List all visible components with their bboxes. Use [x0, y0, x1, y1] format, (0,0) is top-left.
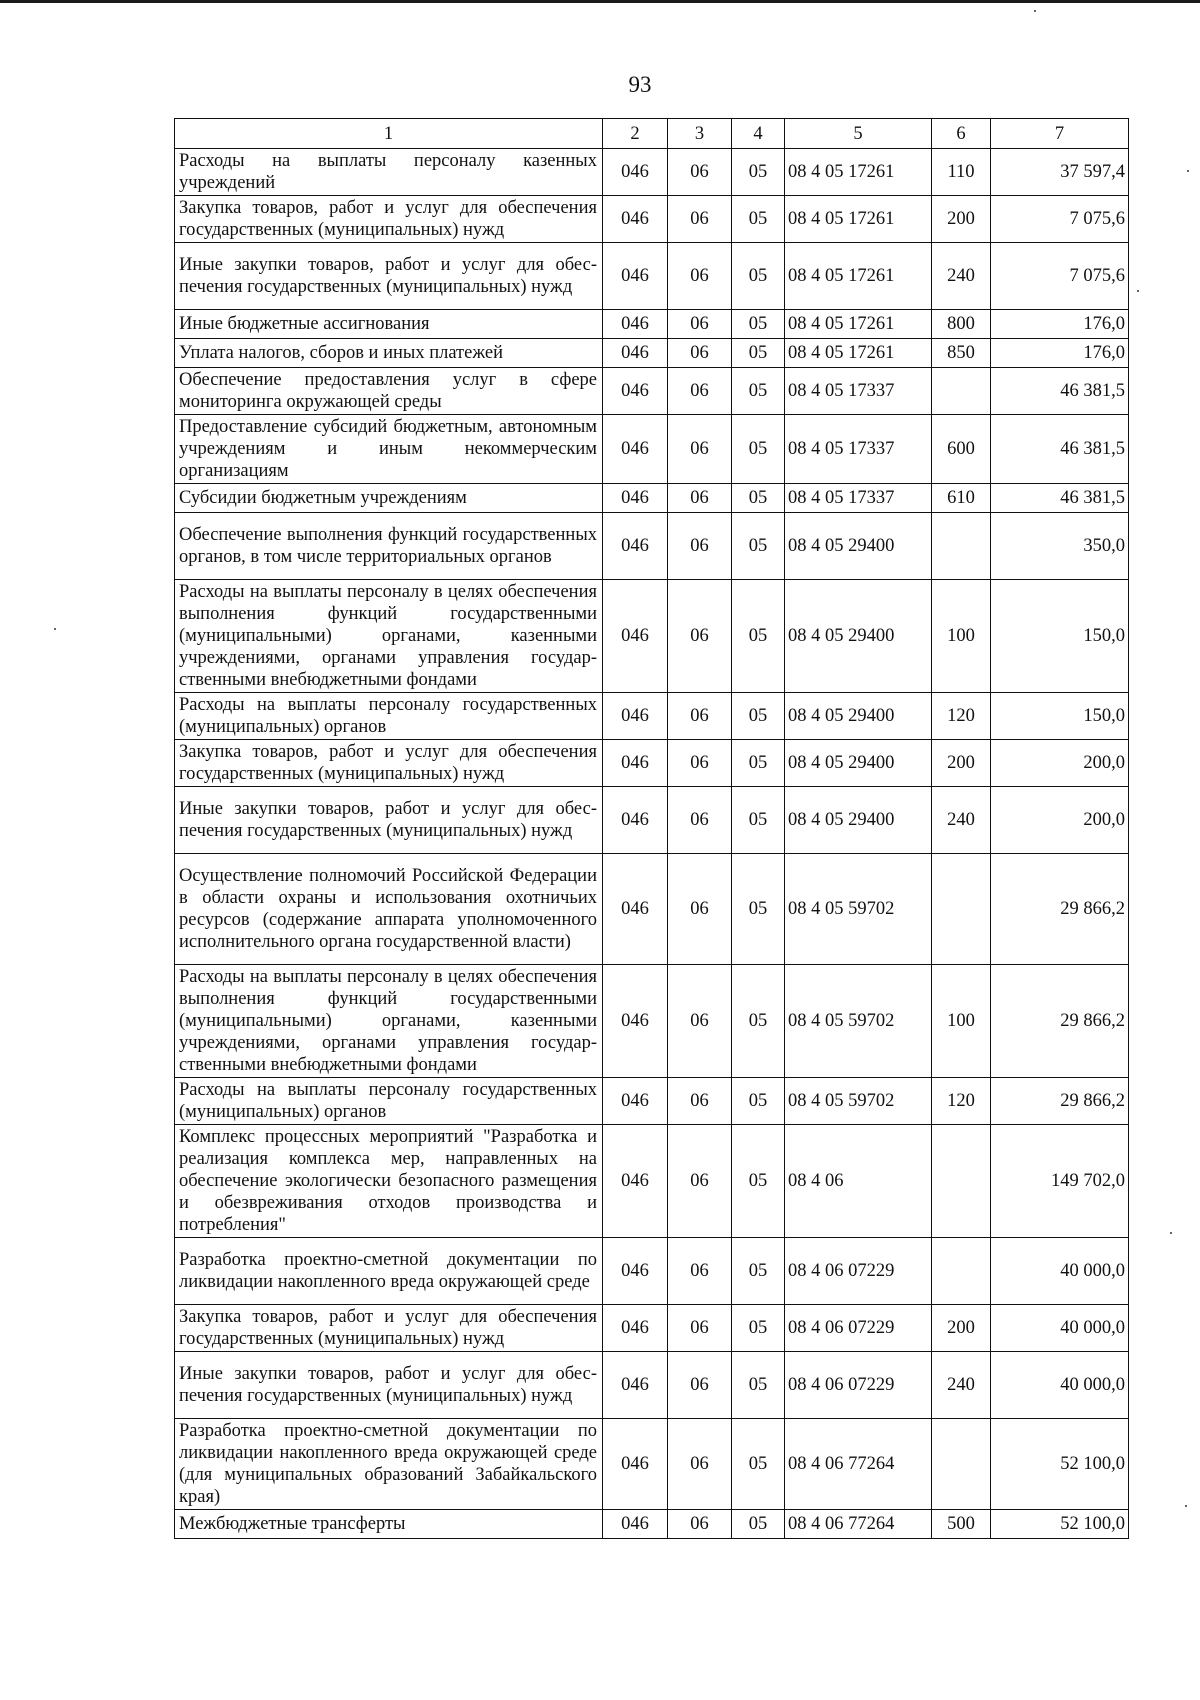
target-code-cell: 08 4 05 59702	[785, 965, 932, 1078]
amount-cell: 200,0	[991, 740, 1129, 787]
amount-cell: 46 381,5	[991, 368, 1129, 415]
column-header: 3	[668, 119, 732, 149]
item-name-cell: Субсидии бюджетным учреждениям	[175, 484, 603, 513]
target-code-cell: 08 4 05 59702	[785, 854, 932, 965]
subsection-cell: 05	[732, 965, 785, 1078]
expense-type-cell: 200	[932, 740, 991, 787]
subsection-cell: 05	[732, 149, 785, 196]
table-row	[175, 484, 1129, 513]
admin-code-cell: 046	[603, 1238, 668, 1305]
expense-type-cell: 120	[932, 693, 991, 740]
target-code-cell: 08 4 06 07229	[785, 1238, 932, 1305]
subsection-cell: 05	[732, 513, 785, 580]
table-row	[175, 740, 1129, 787]
item-name-cell: Расходы на выплаты персоналу в целях обеспечения выполнения функций государственными (муниципальными) органами, казенными учреждениями, органами управления государственными внебюджетными фондами	[175, 580, 603, 693]
section-cell: 06	[668, 484, 732, 513]
item-name-cell: Расходы на выплаты персоналу казенных учреждений	[175, 149, 603, 196]
section-cell: 06	[668, 1510, 732, 1539]
amount-cell: 350,0	[991, 513, 1129, 580]
budget-table	[174, 118, 1129, 1539]
table-row	[175, 854, 1129, 965]
item-name-cell: Расходы на выплаты персоналу государственных (муниципальных) органов	[175, 1078, 603, 1125]
admin-code-cell: 046	[603, 740, 668, 787]
table-row	[175, 1078, 1129, 1125]
admin-code-cell: 046	[603, 580, 668, 693]
amount-cell: 40 000,0	[991, 1305, 1129, 1352]
item-name-cell: Закупка товаров, работ и услуг для обеспечения государственных (муниципальных) нужд	[175, 740, 603, 787]
subsection-cell: 05	[732, 1419, 785, 1510]
subsection-cell: 05	[732, 1352, 785, 1419]
expense-type-cell: 200	[932, 1305, 991, 1352]
target-code-cell: 08 4 06 07229	[785, 1352, 932, 1419]
subsection-cell: 05	[732, 243, 785, 310]
amount-cell: 200,0	[991, 787, 1129, 854]
section-cell: 06	[668, 693, 732, 740]
amount-cell: 37 597,4	[991, 149, 1129, 196]
item-name-cell: Закупка товаров, работ и услуг для обеспечения государственных (муниципальных) нужд	[175, 1305, 603, 1352]
section-cell: 06	[668, 787, 732, 854]
target-code-cell: 08 4 05 29400	[785, 787, 932, 854]
subsection-cell: 05	[732, 1238, 785, 1305]
subsection-cell: 05	[732, 1510, 785, 1539]
item-name-cell: Иные бюджетные ассигнования	[175, 310, 603, 339]
admin-code-cell: 046	[603, 484, 668, 513]
table-body	[175, 149, 1129, 1539]
expense-type-cell: 500	[932, 1510, 991, 1539]
target-code-cell: 08 4 06 77264	[785, 1510, 932, 1539]
admin-code-cell: 046	[603, 149, 668, 196]
expense-type-cell: 110	[932, 149, 991, 196]
admin-code-cell: 046	[603, 1510, 668, 1539]
subsection-cell: 05	[732, 787, 785, 854]
expense-type-cell: 800	[932, 310, 991, 339]
table-row	[175, 339, 1129, 368]
section-cell: 06	[668, 965, 732, 1078]
section-cell: 06	[668, 580, 732, 693]
target-code-cell: 08 4 05 59702	[785, 1078, 932, 1125]
subsection-cell: 05	[732, 1305, 785, 1352]
scan-speck	[1034, 10, 1036, 12]
amount-cell: 7 075,6	[991, 196, 1129, 243]
target-code-cell: 08 4 05 17261	[785, 339, 932, 368]
section-cell: 06	[668, 368, 732, 415]
amount-cell: 46 381,5	[991, 484, 1129, 513]
target-code-cell: 08 4 05 29400	[785, 740, 932, 787]
table-row	[175, 415, 1129, 484]
subsection-cell: 05	[732, 196, 785, 243]
column-header: 6	[932, 119, 991, 149]
subsection-cell: 05	[732, 415, 785, 484]
item-name-cell: Разработка проектно-сметной документации по ликвидации накопленного вреда окружающей среде	[175, 1238, 603, 1305]
table-row	[175, 1419, 1129, 1510]
expense-type-cell	[932, 854, 991, 965]
amount-cell: 150,0	[991, 580, 1129, 693]
target-code-cell: 08 4 05 17337	[785, 415, 932, 484]
table-row	[175, 1510, 1129, 1539]
item-name-cell: Комплекс процессных мероприятий "Разработка и реализация комплекса мер, направленных на обеспечение экологически безопасного размещения и обезвреживания отходов производства и потребления"	[175, 1125, 603, 1238]
column-header: 4	[732, 119, 785, 149]
amount-cell: 52 100,0	[991, 1510, 1129, 1539]
amount-cell: 176,0	[991, 339, 1129, 368]
admin-code-cell: 046	[603, 1078, 668, 1125]
item-name-cell: Предоставление субсидий бюджетным, автономным учреждениям и иным некоммерческим организациям	[175, 415, 603, 484]
table-row	[175, 1352, 1129, 1419]
subsection-cell: 05	[732, 484, 785, 513]
item-name-cell: Обеспечение предоставления услуг в сфере мониторинга окружающей среды	[175, 368, 603, 415]
admin-code-cell: 046	[603, 1125, 668, 1238]
table-row	[175, 368, 1129, 415]
column-header: 2	[603, 119, 668, 149]
expense-type-cell	[932, 1125, 991, 1238]
amount-cell: 29 866,2	[991, 1078, 1129, 1125]
subsection-cell: 05	[732, 740, 785, 787]
amount-cell: 52 100,0	[991, 1419, 1129, 1510]
scan-top-edge	[0, 0, 1200, 3]
table-row	[175, 787, 1129, 854]
expense-type-cell: 100	[932, 580, 991, 693]
target-code-cell: 08 4 05 17337	[785, 368, 932, 415]
item-name-cell: Иные закупки товаров, работ и услуг для обеспечения государственных (муниципальных) нужд	[175, 787, 603, 854]
target-code-cell: 08 4 06 77264	[785, 1419, 932, 1510]
amount-cell: 40 000,0	[991, 1352, 1129, 1419]
column-header: 5	[785, 119, 932, 149]
expense-type-cell: 850	[932, 339, 991, 368]
section-cell: 06	[668, 1238, 732, 1305]
expense-type-cell: 120	[932, 1078, 991, 1125]
amount-cell: 46 381,5	[991, 415, 1129, 484]
target-code-cell: 08 4 06 07229	[785, 1305, 932, 1352]
item-name-cell: Осуществление полномочий Российской Федерации в области охраны и использования охотничьих ресурсов (содержание аппарата уполномоченного исполнительного органа государственной власти)	[175, 854, 603, 965]
amount-cell: 176,0	[991, 310, 1129, 339]
expense-type-cell: 240	[932, 1352, 991, 1419]
section-cell: 06	[668, 310, 732, 339]
expense-type-cell: 240	[932, 787, 991, 854]
expense-type-cell: 610	[932, 484, 991, 513]
table-row	[175, 1125, 1129, 1238]
item-name-cell: Разработка проектно-сметной документации по ликвидации накопленного вреда окружающей среде (для муниципальных образований Забайкальского края)	[175, 1419, 603, 1510]
item-name-cell: Иные закупки товаров, работ и услуг для обеспечения государственных (муниципальных) нужд	[175, 1352, 603, 1419]
subsection-cell: 05	[732, 368, 785, 415]
scan-speck	[1185, 1505, 1187, 1507]
section-cell: 06	[668, 1305, 732, 1352]
admin-code-cell: 046	[603, 339, 668, 368]
item-name-cell: Межбюджетные трансферты	[175, 1510, 603, 1539]
section-cell: 06	[668, 1078, 732, 1125]
amount-cell: 149 702,0	[991, 1125, 1129, 1238]
target-code-cell: 08 4 05 29400	[785, 580, 932, 693]
subsection-cell: 05	[732, 580, 785, 693]
section-cell: 06	[668, 854, 732, 965]
scan-speck	[54, 628, 56, 630]
table-row	[175, 310, 1129, 339]
section-cell: 06	[668, 149, 732, 196]
target-code-cell: 08 4 05 29400	[785, 513, 932, 580]
section-cell: 06	[668, 740, 732, 787]
expense-type-cell: 200	[932, 196, 991, 243]
table-row	[175, 1305, 1129, 1352]
table-row	[175, 243, 1129, 310]
target-code-cell: 08 4 05 17261	[785, 149, 932, 196]
table-row	[175, 1238, 1129, 1305]
amount-cell: 29 866,2	[991, 965, 1129, 1078]
page-number: 93	[628, 72, 652, 97]
target-code-cell: 08 4 05 17261	[785, 243, 932, 310]
target-code-cell: 08 4 05 17261	[785, 310, 932, 339]
admin-code-cell: 046	[603, 1352, 668, 1419]
scan-speck	[1187, 170, 1189, 172]
item-name-cell: Закупка товаров, работ и услуг для обеспечения государственных (муниципальных) нужд	[175, 196, 603, 243]
admin-code-cell: 046	[603, 196, 668, 243]
amount-cell: 150,0	[991, 693, 1129, 740]
expense-type-cell	[932, 513, 991, 580]
table-row	[175, 196, 1129, 243]
expense-type-cell: 600	[932, 415, 991, 484]
item-name-cell: Расходы на выплаты персоналу в целях обеспечения выполнения функций государственными (муниципальными) органами, казенными учреждениями, органами управления государственными внебюджетными фондами	[175, 965, 603, 1078]
admin-code-cell: 046	[603, 513, 668, 580]
column-header: 1	[175, 119, 603, 149]
section-cell: 06	[668, 513, 732, 580]
admin-code-cell: 046	[603, 787, 668, 854]
item-name-cell: Обеспечение выполнения функций государственных органов, в том числе территориальных органов	[175, 513, 603, 580]
subsection-cell: 05	[732, 693, 785, 740]
target-code-cell: 08 4 05 29400	[785, 693, 932, 740]
admin-code-cell: 046	[603, 243, 668, 310]
target-code-cell: 08 4 05 17337	[785, 484, 932, 513]
admin-code-cell: 046	[603, 965, 668, 1078]
subsection-cell: 05	[732, 1078, 785, 1125]
section-cell: 06	[668, 339, 732, 368]
subsection-cell: 05	[732, 1125, 785, 1238]
expense-type-cell	[932, 1238, 991, 1305]
subsection-cell: 05	[732, 310, 785, 339]
target-code-cell: 08 4 06	[785, 1125, 932, 1238]
amount-cell: 7 075,6	[991, 243, 1129, 310]
section-cell: 06	[668, 415, 732, 484]
table-header-row	[175, 119, 1129, 149]
admin-code-cell: 046	[603, 310, 668, 339]
section-cell: 06	[668, 196, 732, 243]
table-row	[175, 693, 1129, 740]
item-name-cell: Расходы на выплаты персоналу государственных (муниципальных) органов	[175, 693, 603, 740]
subsection-cell: 05	[732, 339, 785, 368]
admin-code-cell: 046	[603, 693, 668, 740]
expense-type-cell	[932, 368, 991, 415]
expense-type-cell: 240	[932, 243, 991, 310]
section-cell: 06	[668, 243, 732, 310]
item-name-cell: Иные закупки товаров, работ и услуг для обеспечения государственных (муниципальных) нужд	[175, 243, 603, 310]
subsection-cell: 05	[732, 854, 785, 965]
target-code-cell: 08 4 05 17261	[785, 196, 932, 243]
amount-cell: 29 866,2	[991, 854, 1129, 965]
section-cell: 06	[668, 1419, 732, 1510]
section-cell: 06	[668, 1125, 732, 1238]
table-row	[175, 149, 1129, 196]
admin-code-cell: 046	[603, 1419, 668, 1510]
item-name-cell: Уплата налогов, сборов и иных платежей	[175, 339, 603, 368]
admin-code-cell: 046	[603, 854, 668, 965]
admin-code-cell: 046	[603, 415, 668, 484]
table-row	[175, 965, 1129, 1078]
table-row	[175, 513, 1129, 580]
expense-type-cell	[932, 1419, 991, 1510]
admin-code-cell: 046	[603, 1305, 668, 1352]
expense-type-cell: 100	[932, 965, 991, 1078]
table-row	[175, 580, 1129, 693]
scan-speck	[1137, 290, 1139, 292]
admin-code-cell: 046	[603, 368, 668, 415]
scan-speck	[1170, 1232, 1172, 1234]
section-cell: 06	[668, 1352, 732, 1419]
column-header: 7	[991, 119, 1129, 149]
amount-cell: 40 000,0	[991, 1238, 1129, 1305]
